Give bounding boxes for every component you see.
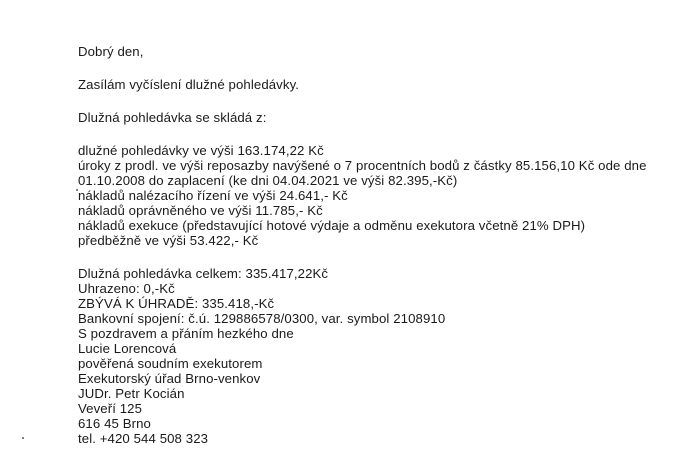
intro: Zasílám vyčíslení dlužné pohledávky. (78, 77, 300, 92)
composition-heading: Dlužná pohledávka se skládá z: (78, 110, 267, 125)
phone-number: tel. +420 544 508 323 (78, 431, 209, 446)
principal-item: dlužné pohledávky ve výši 163.174,22 Kč (78, 143, 324, 158)
execution-costs-item: nákladů exekuce (představující hotové výdaje a odměnu exekutora včetně 21% DPH) předběžně ve výši 53.422,- Kč (78, 218, 586, 248)
closing: S pozdravem a přáním hezkého dne (78, 326, 294, 341)
signature-block (78, 326, 648, 446)
summary-block (78, 266, 648, 326)
letter-body (78, 44, 648, 446)
finding-costs-item: nákladů nalézacího řízení ve výši 24.641,- Kč (78, 188, 348, 203)
greeting: Dobrý den, (78, 44, 144, 59)
scan-speck (76, 189, 78, 191)
signer-role: pověřená soudním exekutorem (78, 356, 263, 371)
scan-speck-2 (22, 437, 24, 439)
bank-details: Bankovní spojení: č.ú. 129886578/0300, var. symbol 2108910 (78, 311, 446, 326)
debt-items (78, 143, 648, 248)
city-address: 616 45 Brno (78, 416, 151, 431)
signer-name: Lucie Lorencová (78, 341, 177, 356)
entitled-costs-item: nákladů oprávněného ve výši 11.785,- Kč (78, 203, 323, 218)
executor-name: JUDr. Petr Kocián (78, 386, 185, 401)
paid-amount: Uhrazeno: 0,-Kč (78, 281, 175, 296)
remaining-amount: ZBÝVÁ K ÚHRADĚ: 335.418,-Kč (78, 296, 275, 311)
street-address: Veveří 125 (78, 401, 143, 416)
interest-item: úroky z prodl. ve výši reposazby navýšené o 7 procentních bodů z částky 85.156,10 Kč ode dne 01.10.2008 do zaplacení (ke dni 04.04.2021 ve výši 82.395,-Kč) (78, 158, 647, 188)
total-amount: Dlužná pohledávka celkem: 335.417,22Kč (78, 266, 329, 281)
office-name: Exekutorský úřad Brno-venkov (78, 371, 261, 386)
